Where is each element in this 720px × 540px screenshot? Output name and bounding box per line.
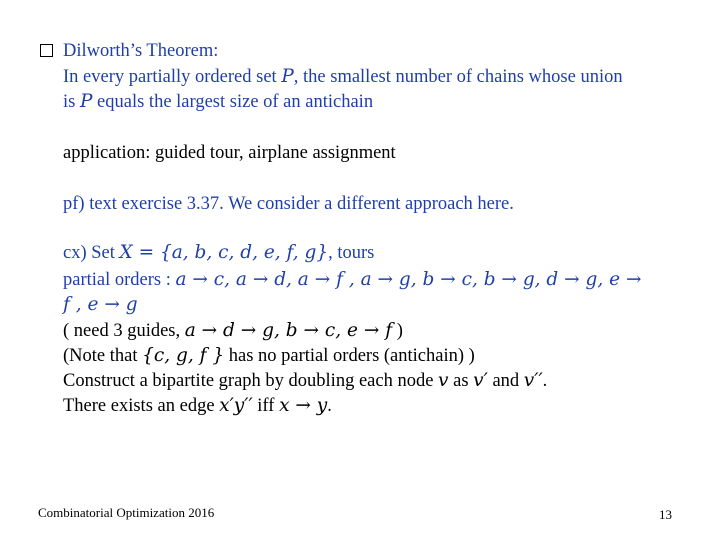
example-line: cx) Set X = {a, b, c, d, e, f, g}, tours xyxy=(63,242,375,263)
partial-orders-line-2: f , e → g xyxy=(63,294,138,315)
footer-course: Combinatorial Optimization 2016 xyxy=(38,505,215,520)
application-line: application: guided tour, airplane assignment xyxy=(63,143,396,163)
bipartite-line: Construct a bipartite graph by doubling each node v as v′ and v′′. xyxy=(63,370,548,391)
edge-line: There exists an edge x′y′′ iff x → y. xyxy=(63,395,332,416)
proof-line: pf) text exercise 3.37. We consider a different approach here. xyxy=(63,194,514,214)
bullet-box-icon xyxy=(40,44,53,57)
guides-line: ( need 3 guides, a → d → g, b → c, e → f ) xyxy=(63,320,403,341)
theorem-line-1: In every partially ordered set P, the smallest number of chains whose union xyxy=(63,66,623,87)
slide-title: Dilworth’s Theorem: xyxy=(63,41,219,61)
page-number: 13 xyxy=(659,507,672,522)
partial-orders-line-1: partial orders : a → c, a → d, a → f , a → g, b → c, b → g, d → g, e → xyxy=(63,269,642,290)
antichain-note-line: (Note that {c, g, f } has no partial orders (antichain) ) xyxy=(63,345,475,366)
theorem-line-2: is P equals the largest size of an antichain xyxy=(63,91,374,112)
